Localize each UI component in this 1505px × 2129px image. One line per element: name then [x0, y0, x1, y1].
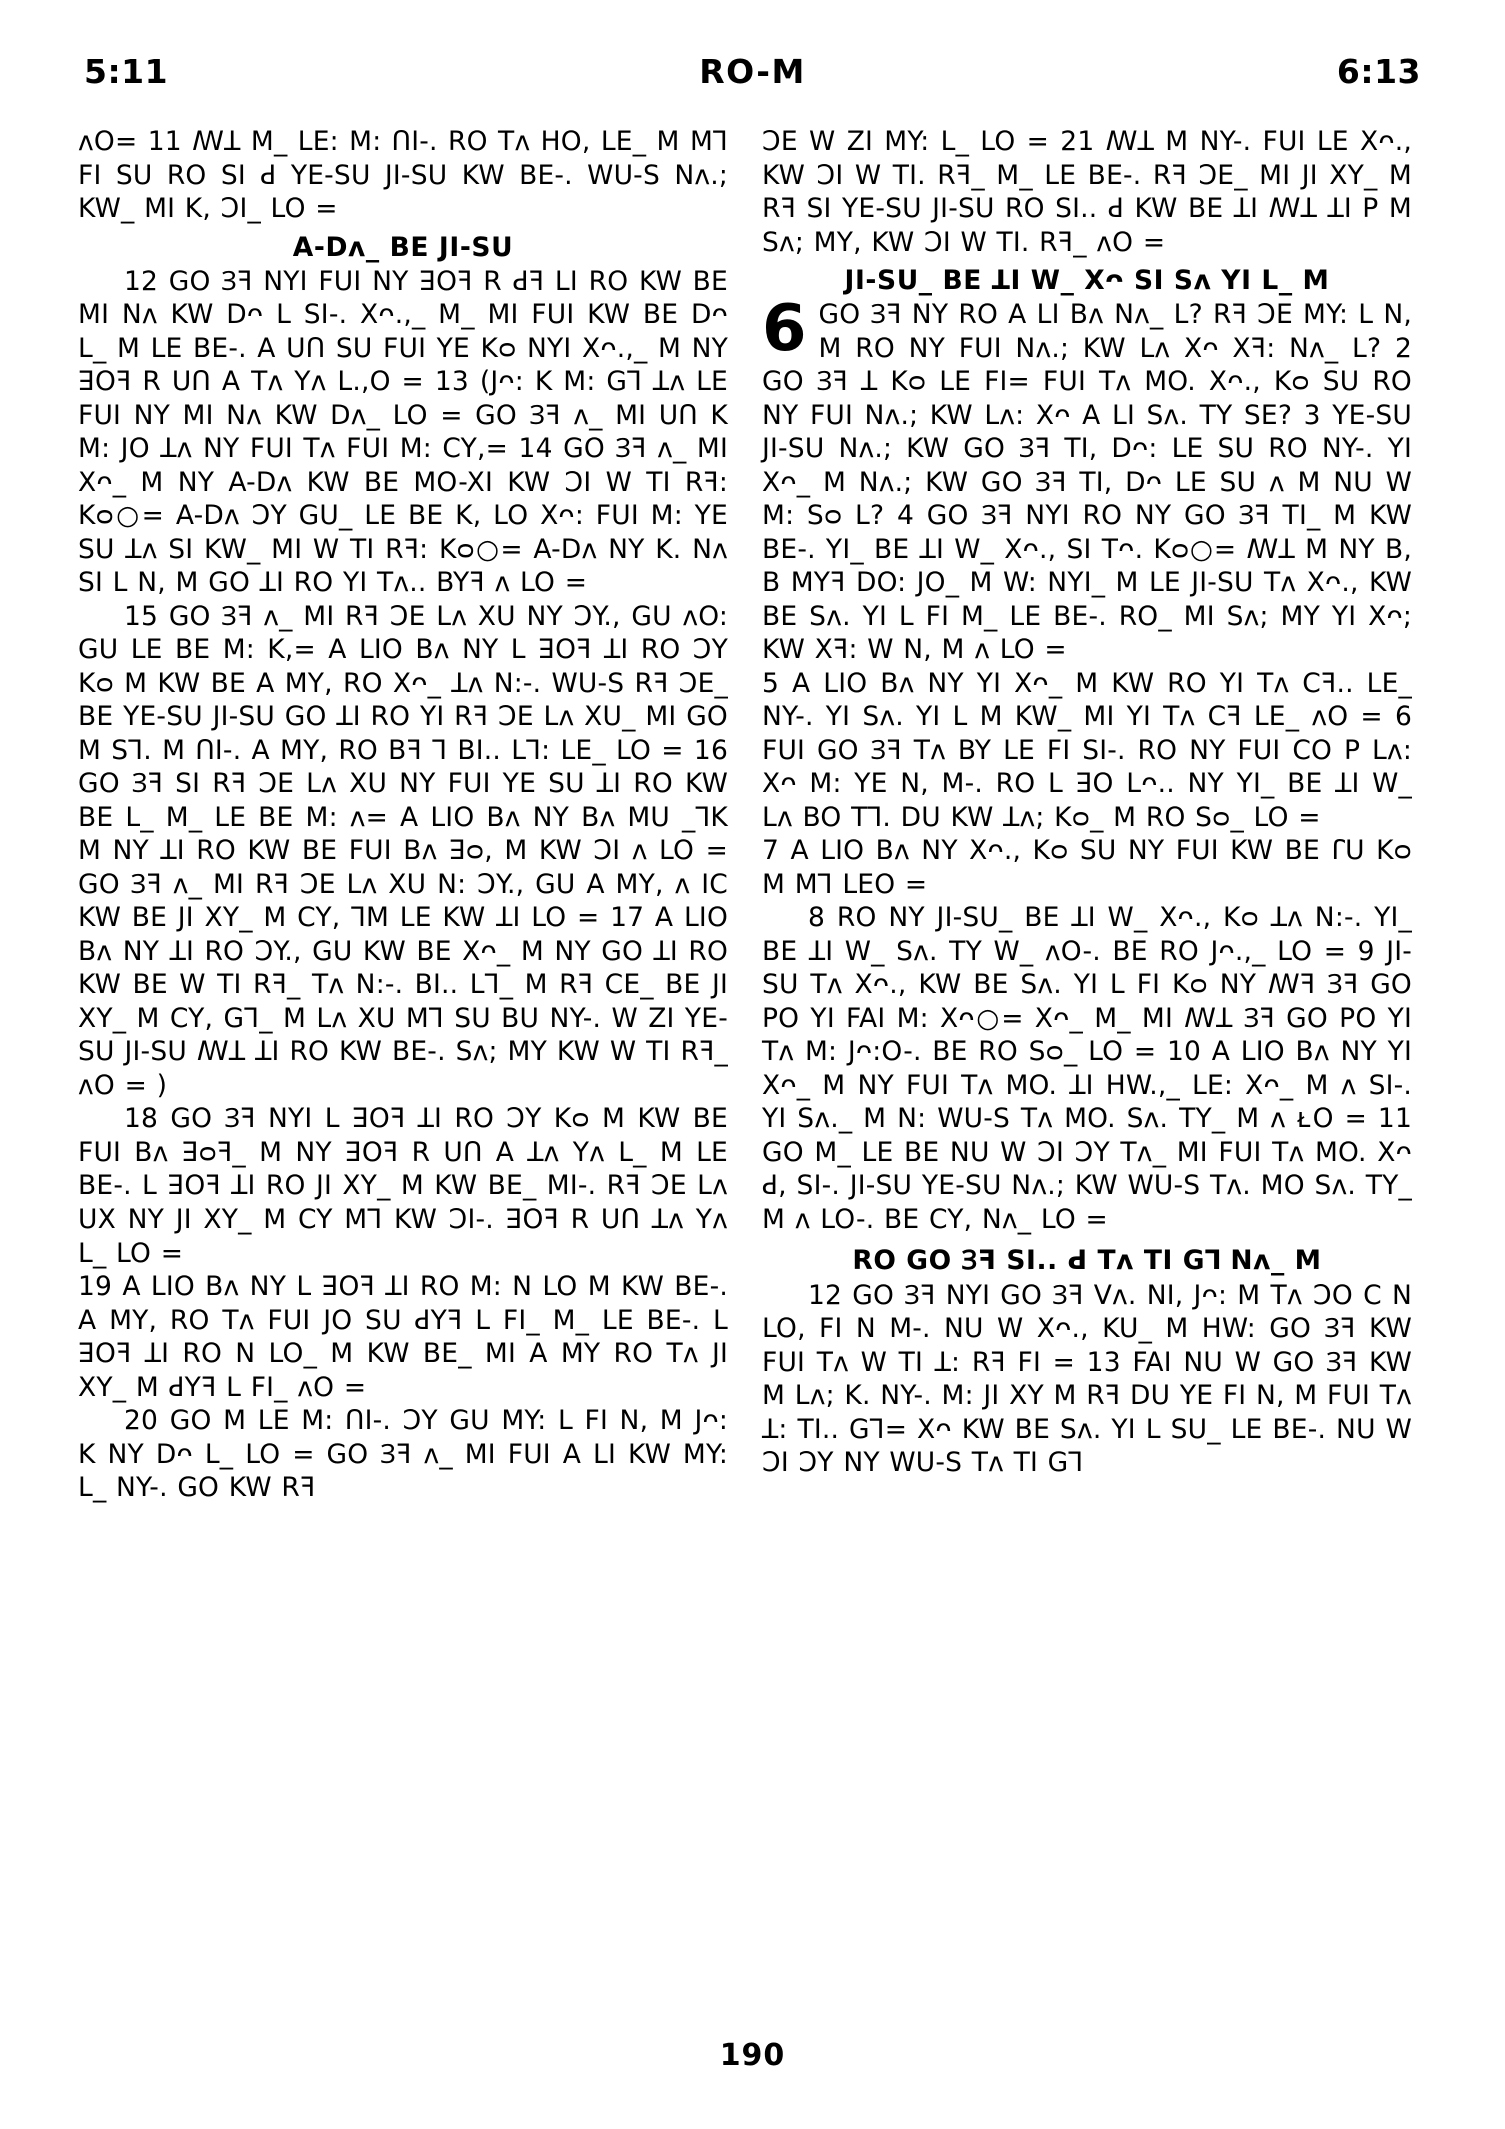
right-column	[762, 125, 1412, 1480]
header-left-reference: 5:11	[84, 52, 169, 91]
paragraph: ꓛE W ZI MY: L_ LO = 21 ꟿꓕ M NY-. FUI LE Xᴖ., KW ꓛI W TI. Rꟻ_ M_ LE BE-. Rꟻ ꓛE_ MI JI XY_ M Rꟻ SI YE-SU JI-SU RO SI.. ꓒ KW BE ꓕI ꟿꓕ ꓕI P M Sᴧ; MY, KW ꓛI W TI. Rꟻ_ ᴧO =	[762, 126, 1412, 258]
section-heading: JI-SU_ BE ꓕI W_ Xᴖ SI Sᴧ YI L_ M	[844, 265, 1330, 297]
section-heading: RO GO Ɜꟻ SI.. ꓒ Tᴧ TI Gꓶ Nᴧ_ M	[852, 1244, 1322, 1276]
paragraph: 12 GO Ɜꟻ NYI FUI NY ꓱOꟻ R ꓒꟻ LI RO KW BE MI Nᴧ KW Dᴖ L SI-. Xᴖ.,_ M_ MI FUI KW BE Dᴖ L_ M LE BE-. A ꓴꓵ SU FUI YE Kᴑ NYI Xᴖ.,_ M NY ꓱOꟻ R ꓴꓵ A Tᴧ Yᴧ L.,O = 13 (Jᴖ: K M: Gꓶ ꓕᴧ LE FUI NY MI Nᴧ KW Dᴧ_ LO = GO Ɜꟻ ᴧ_ MI ꓴꓵ K M: JO ꓕᴧ NY FUI Tᴧ FUI M: CY,= 14 GO Ɜꟻ ᴧ_ MI Xᴖ_ M NY A-Dᴧ KW BE MO-XI KW ꓛI W TI Rꟻ: Kᴑ○= A-Dᴧ ꓛY GU_ LE BE K, LO Xᴖ: FUI M: YE SU ꓕᴧ SI KW_ MI W TI Rꟻ: Kᴑ○= A-Dᴧ NY K. Nᴧ SI L N, M GO ꓕI RO YI Tᴧ.. BYꟻ ᴧ LO =	[78, 265, 728, 599]
two-column-body	[78, 125, 1427, 1505]
paragraph: 12 GO Ɜꟻ NYI GO Ɜꟻ Vᴧ. NI, Jᴖ: M Tᴧ ꓛO C N LO, FI N M-. NU W Xᴖ., KU_ M HW: GO Ɜꟻ KW FUI Tᴧ W TI ꓕ: Rꟻ FI = 13 FAI NU W GO Ɜꟻ KW M Lᴧ; K. NY-. M: JI XY M Rꟻ DU YE FI N, M FUI Tᴧ ꓕ: TI.. Gꓶ= Xᴖ KW BE Sᴧ. YI L SU_ LE BE-. NU W ꓛI ꓛY NY WU-S Tᴧ TI Gꓶ	[762, 1279, 1412, 1479]
running-head	[78, 52, 1427, 91]
paragraph: 5 A LIO Bᴧ NY YI Xᴖ_ M KW RO YI Tᴧ Cꟻ.. LE_ NY-. YI Sᴧ. YI L M KW_ MI YI Tᴧ Cꟻ LE_ ᴧO = 6 FUI GO Ɜꟻ Tᴧ BY LE FI SI-. RO NY FUI CO P Lᴧ: Xᴖ M: YE N, M-. RO L ꓱO Lᴖ.. NY YI_ BE ꓕI W_ Lᴧ BO Tꓶ. DU KW ꓕᴧ; Kᴑ_ M RO Sᴑ_ LO =	[762, 667, 1412, 833]
left-column	[78, 125, 728, 1505]
paragraph: GO Ɜꟻ NY RO A LI Bᴧ Nᴧ_ L? Rꟻ ꓛE MY: L N, M RO NY FUI Nᴧ.; KW Lᴧ Xᴖ Xꟻ: Nᴧ_ L? 2 GO Ɜꟻ ꓕ Kᴑ LE FI= FUI Tᴧ MO. Xᴖ., Kᴑ SU RO NY FUI Nᴧ.; KW Lᴧ: Xᴖ A LI Sᴧ. TY SE? 3 YE-SU JI-SU Nᴧ.; KW GO Ɜꟻ TI, Dᴖ: LE SU RO NY-. YI Xᴖ_ M Nᴧ.; KW GO Ɜꟻ TI, Dᴖ LE SU ᴧ M NU W M: Sᴑ L? 4 GO Ɜꟻ NYI RO NY GO Ɜꟻ TI_ M KW BE-. YI_ BE ꓕI W_ Xᴖ., SI Tᴖ. Kᴑ○= ꟿꓕ M NY B, B MYꟻ DO: JO_ M W: NYI_ M LE JI-SU Tᴧ Xᴖ., KW BE Sᴧ. YI L FI M_ LE BE-. RO_ MI Sᴧ; MY YI Xᴖ; KW Xꟻ: W N, M ᴧ LO =	[762, 299, 1412, 666]
paragraph: 18 GO Ɜꟻ NYI L ꓱOꟻ ꓕI RO ꓛY Kᴑ M KW BE FUI Bᴧ ꓱᴑꟻ_ M NY ꓱOꟻ R ꓴꓵ A ꓕᴧ Yᴧ L_ M LE BE-. L ꓱOꟻ ꓕI RO JI XY_ M KW BE_ MI-. Rꟻ ꓛE Lᴧ UX NY JI XY_ M CY Mꓶ KW ꓛI-. ꓱOꟻ R ꓴꓵ ꓕᴧ Yᴧ L_ LO =	[78, 1103, 728, 1269]
paragraph: 15 GO Ɜꟻ ᴧ_ MI Rꟻ ꓛE Lᴧ XU NY ꓛY., GU ᴧO: GU LE BE M: K,= A LIO Bᴧ NY L ꓱOꟻ ꓕI RO ꓛY Kᴑ M KW BE A MY, RO Xᴖ_ ꓕᴧ N:-. WU-S Rꟻ ꓛE_ BE YE-SU JI-SU GO ꓕI RO YI Rꟻ ꓛE Lᴧ XU_ MI GO M Sꓶ. M ꓵI-. A MY, RO Bꟻ ꓶ BI.. Lꓶ: LE_ LO = 16 GO Ɜꟻ SI Rꟻ ꓛE Lᴧ XU NY FUI YE SU ꓕI RO KW BE L_ M_ LE BE M: ᴧ= A LIO Bᴧ NY Bᴧ MU _ꓶK M NY ꓕI RO KW BE FUI Bᴧ ꓱᴑ, M KW ꓛI ᴧ LO = GO Ɜꟻ ᴧ_ MI Rꟻ ꓛE Lᴧ XU N: ꓛY., GU A MY, ᴧ IC KW BE JI XY_ M CY, ꓶM LE KW ꓕI LO = 17 A LIO Bᴧ NY ꓕI RO ꓛY., GU KW BE Xᴖ_ M NY GO ꓕI RO KW BE W TI Rꟻ_ Tᴧ N:-. BI.. Lꓶ_ M Rꟻ CE_ BE JI XY_ M CY, Gꓶ_ M Lᴧ XU Mꓶ SU BU NY-. W ZI YE-SU JI-SU ꟿꓕ ꓕI RO KW BE-. Sᴧ; MY KW W TI Rꟻ_ ᴧO = )	[78, 600, 728, 1101]
header-book-title: RO-M	[699, 52, 806, 91]
paragraph: 7 A LIO Bᴧ NY Xᴖ., Kᴑ SU NY FUI KW BE ꓩU Kᴑ M Mꓶ LEO =	[762, 835, 1412, 900]
paragraph: 8 RO NY JI-SU_ BE ꓕI W_ Xᴖ., Kᴑ ꓕᴧ N:-. YI_ BE ꓕI W_ Sᴧ. TY W_ ᴧO-. BE RO Jᴖ.,_ LO = 9 JI-SU Tᴧ Xᴖ., KW BE Sᴧ. YI L FI Kᴑ NY ꟿꟻ Ɜꟻ GO PO YI FAI M: Xᴖ○= Xᴖ_ M_ MI ꟿꓕ Ɜꟻ GO PO YI Tᴧ M: Jᴖ:O-. BE RO Sᴑ_ LO = 10 A LIO Bᴧ NY YI Xᴖ_ M NY FUI Tᴧ MO. ꓕI HW.,_ LE: Xᴖ_ M ᴧ SI-. YI Sᴧ._ M N: WU-S Tᴧ MO. Sᴧ. TY_ M ᴧ ᴌO = 11 GO M_ LE BE NU W ꓛI ꓛY Tᴧ_ MI FUI Tᴧ MO. Xᴖ ꓒ, SI-. JI-SU YE-SU Nᴧ.; KW WU-S Tᴧ. MO Sᴧ. TY_ M ᴧ LO-. BE CY, Nᴧ_ LO =	[762, 902, 1412, 1235]
chapter-number: 6	[762, 292, 807, 367]
paragraph: 20 GO M LE M: ꓵI-. ꓛY GU MY: L FI N, M Jᴖ: K NY Dᴖ L_ LO = GO Ɜꟻ ᴧ_ MI FUI A LI KW MY: L_ NY-. GO KW Rꟻ	[78, 1405, 728, 1504]
header-right-reference: 6:13	[1336, 52, 1421, 91]
paragraph: 19 A LIO Bᴧ NY L ꓱOꟻ ꓕI RO M: N LO M KW BE-. A MY, RO Tᴧ FUI JO SU ꓒYꟻ L FI_ M_ LE BE-. L ꓱOꟻ ꓕI RO N LO_ M KW BE_ MI A MY RO Tᴧ JI XY_ M ꓒYꟻ L FI_ ᴧO =	[78, 1271, 728, 1403]
page-number: 190	[719, 2038, 786, 2073]
section-heading: A-Dᴧ_ BE JI-SU	[292, 231, 514, 263]
paragraph: ᴧO= 11 ꟿꓕ M_ LE: M: ꓵI-. RO Tᴧ HO, LE_ M Mꓶ FI SU RO SI ꓒ YE-SU JI-SU KW BE-. WU-S Nᴧ.; KW_ MI K, ꓛI_ LO =	[78, 126, 728, 225]
chapter-block	[762, 292, 1412, 667]
